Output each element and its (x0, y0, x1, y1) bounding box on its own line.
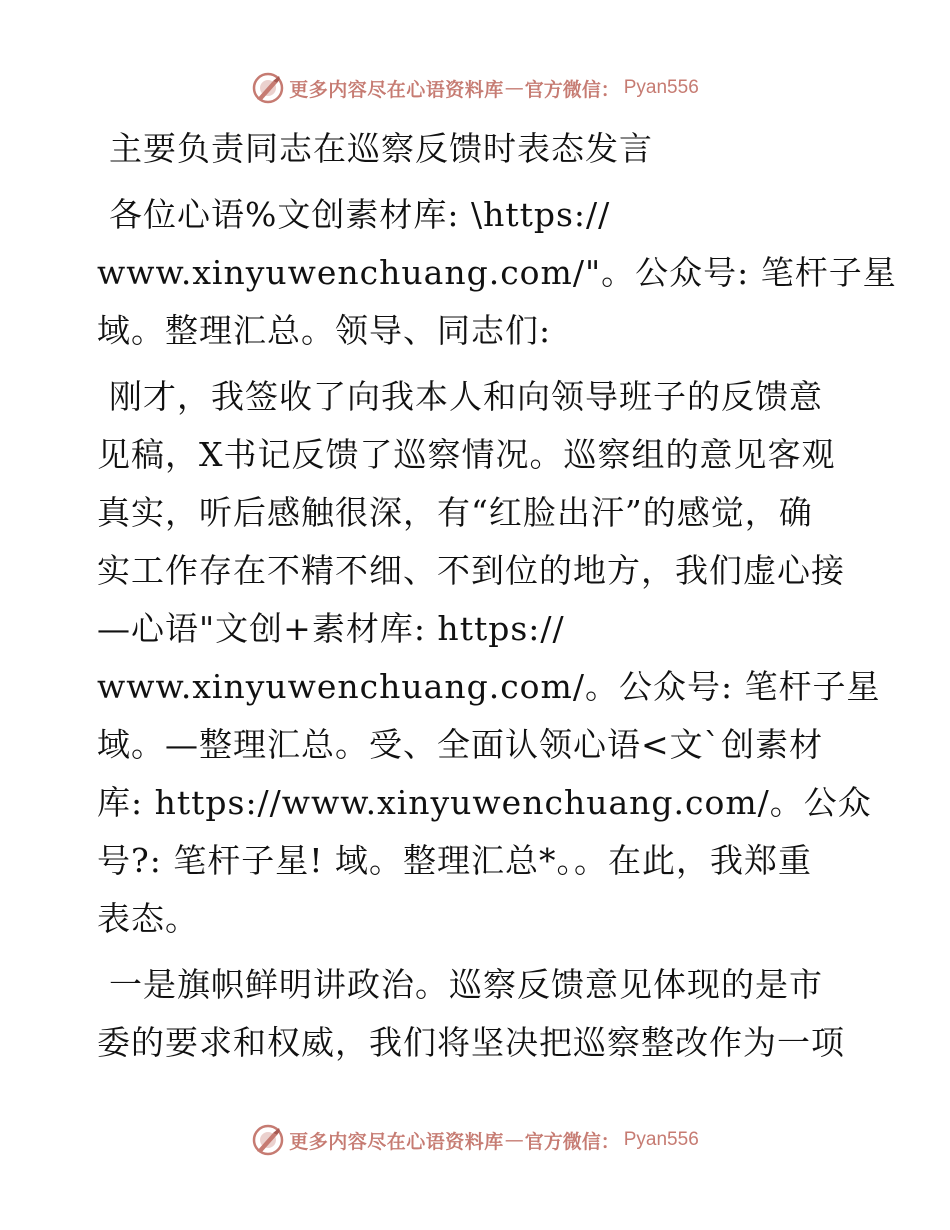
banner-separator: — (504, 77, 524, 99)
text-line: 见稿，X书记反馈了巡察情况。巡察组的意见客观 (97, 435, 836, 474)
text-line: 委的要求和权威，我们将坚决把巡察整改作为一项 (97, 1023, 845, 1062)
text-line: —心语"文创+素材库: https:// (97, 609, 565, 648)
banner-wechat-id: Pyan556 (623, 1129, 699, 1150)
text-line: 域。整理汇总。领导、同志们: (97, 311, 552, 350)
logo-icon (251, 1123, 285, 1157)
text-line: 表态。 (97, 899, 199, 938)
header-watermark (0, 68, 950, 108)
logo-icon (251, 71, 285, 105)
text-line: 各位心语%文创素材库: \https:// (109, 195, 611, 234)
paragraph-greeting (97, 186, 897, 360)
paragraph-point-one (97, 956, 867, 1072)
text-line: 真实，听后感触很深，有“红脸出汗”的感觉，确 (97, 493, 813, 532)
text-line: www.xinyuwenchuang.com/。公众号: 笔杆子星 (97, 667, 881, 706)
paragraph-intro (97, 368, 881, 948)
document-body (97, 120, 897, 1072)
footer-watermark (0, 1120, 950, 1160)
banner-text: 更多内容尽在心语资料库 (289, 1130, 504, 1153)
text-line: 刚才，我签收了向我本人和向领导班子的反馈意 (109, 377, 823, 416)
page-title: 主要负责同志在巡察反馈时表态发言 (109, 129, 653, 168)
text-line: 号?: 笔杆子星! 域。整理汇总*。。在此，我郑重 (97, 841, 813, 880)
text-line: 域。—整理汇总。受、全面认领心语<文`创素材 (97, 725, 824, 764)
banner-wechat-label: 官方微信： (524, 1130, 620, 1153)
banner-wechat-label: 官方微信： (524, 78, 620, 101)
banner-wechat-id: Pyan556 (623, 77, 699, 98)
text-line: 库: https://www.xinyuwenchuang.com/。公众 (97, 783, 872, 822)
banner-separator: — (504, 1129, 524, 1151)
text-line: 一是旗帜鲜明讲政治。巡察反馈意见体现的是市 (109, 965, 823, 1004)
text-line: 实工作存在不精不细、不到位的地方，我们虚心接 (97, 551, 845, 590)
banner-text: 更多内容尽在心语资料库 (289, 78, 504, 101)
text-line: www.xinyuwenchuang.com/"。公众号: 笔杆子星 (97, 253, 897, 292)
